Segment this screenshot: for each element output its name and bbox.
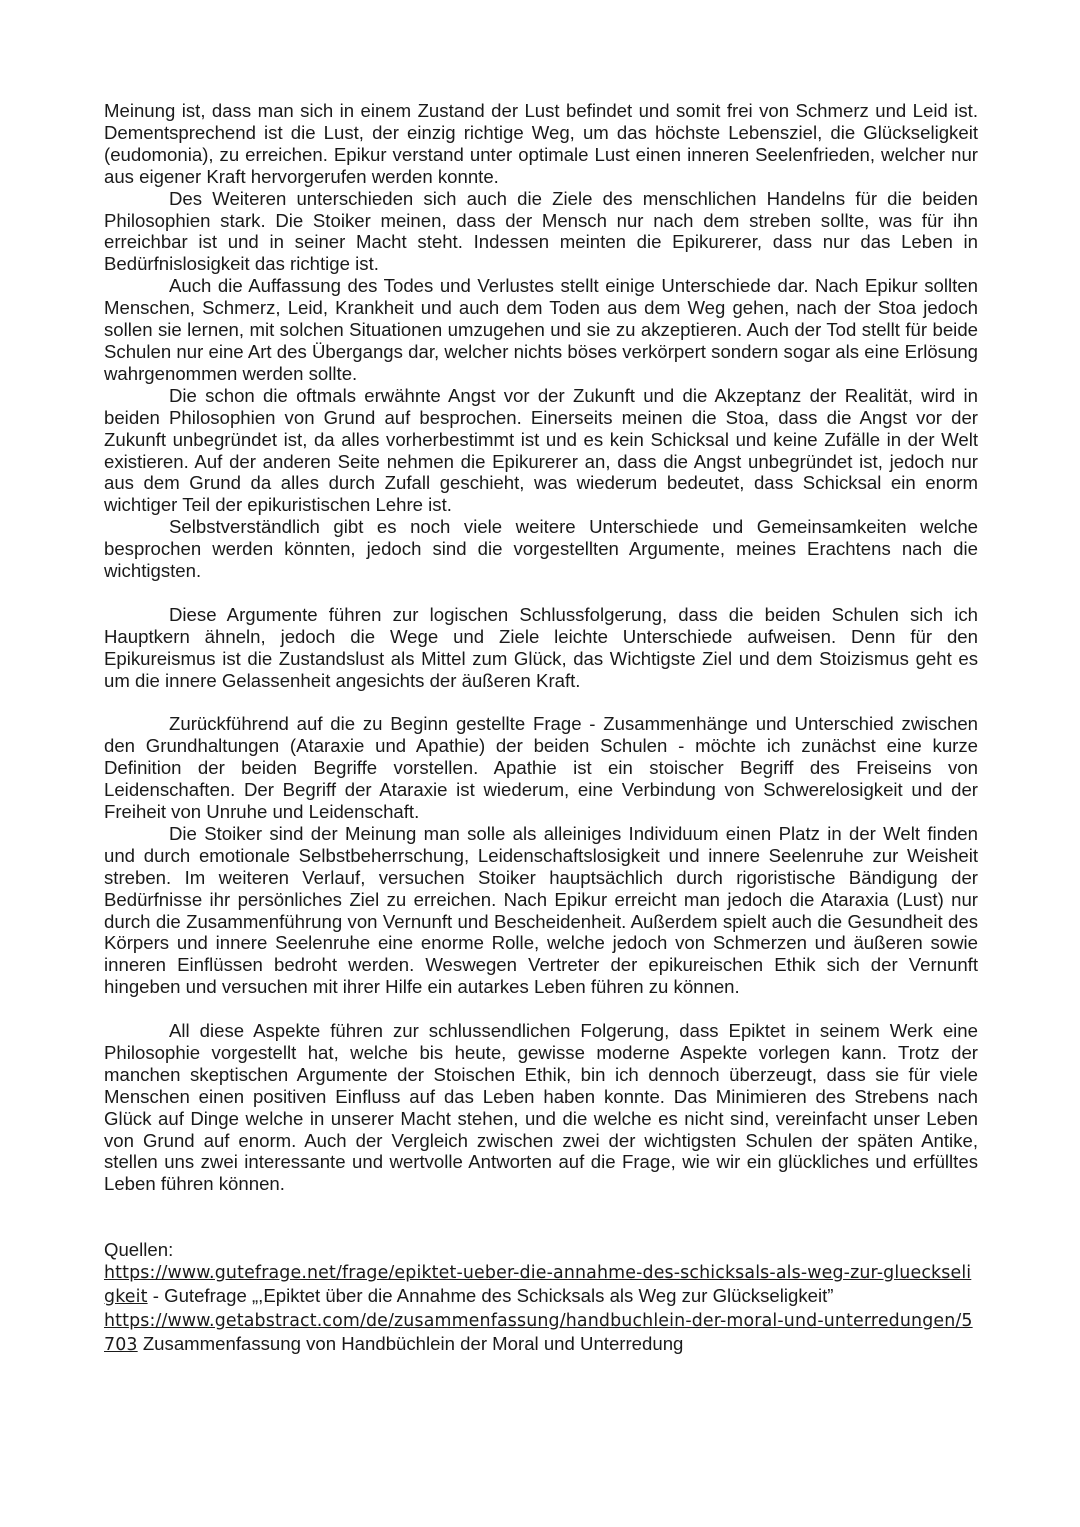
source-description: Zusammenfassung von Handbüchlein der Moral und Unterredung: [137, 1332, 684, 1354]
paragraph-fazit: All diese Aspekte führen zur schlussendlichen Folgerung, dass Epiktet in seinem Werk eine Philosophie vorgestellt hat, welche bis heute, gewisse moderne Aspekte vorlegen kann. Trotz der manchen skeptischen Argumente der Stoischen Ethik, bin ich dennoch überzeugt, dass sie für viele Menschen einen positiven Einfluss auf das Leben haben konnte. Das Minimieren des Strebens nach Glück auf Dinge welche in unserer Macht stehen, und die welche es nicht sind, vereinfacht unser Leben von Grund auf enorm. Auch der Vergleich zwischen zwei der wichtigsten Schulen der späten Antike, stellen uns zwei interessante und wertvolle Antworten auf die Frage, wie wir ein glückliches und erfülltes Leben führen können.: [104, 1020, 978, 1195]
paragraph-ataraxie-apathie: Zurückführend auf die zu Beginn gestellte Frage - Zusammenhänge und Unterschied zwischen den Grundhaltungen (Ataraxie und Apathie) der beiden Schulen - möchte ich zunächst eine kurze Definition der beiden Begriffe vorstellen. Apathie ist ein stoischer Begriff des Freiseins von Leidenschaften. Der Begriff der Ataraxie ist wiederum, eine Verbindung von Schwerelosigkeit und der Freiheit von Unruhe und Leidenschaft.: [104, 713, 978, 822]
paragraph-stoiker: Die Stoiker sind der Meinung man solle als alleiniges Individuum einen Platz in der Welt finden und durch emotionale Selbstbeherrschung, Leidenschaftslosigkeit und innere Seelenruhe zur Weisheit streben. Im weiteren Verlauf, versuchen Stoiker hauptsächlich durch rigoristische Bändigung der Bedürfnisse ihr persönliches Ziel zu erreichen. Nach Epikur erreicht man jedoch die Ataraxia (Lust) nur durch die Zusammenführung von Vernunft und Bescheidenheit. Außerdem spielt auch die Gesundheit des Körpers und innere Seelenruhe eine enorme Rolle, welche jedoch von Schmerzen und äußeren sowie inneren Einflüssen bedroht werden. Weswegen Vertreter der epikureischen Ethik sich der Vernunft hingeben und versuchen mit ihrer Hilfe ein autarkes Leben führen zu können.: [104, 822, 978, 998]
paragraph-schlussfolgerung: Diese Argumente führen zur logischen Schlussfolgerung, dass die beiden Schulen sich ich Hauptkern ähneln, jedoch die Wege und Ziele leichte Unterschiede aufweisen. Denn für den Epikureismus ist die Zustandslust als Mittel zum Glück, das Wichtigste Ziel und dem Stoizismus geht es um die innere Gelassenheit angesichts der äußeren Kraft.: [104, 603, 978, 691]
paragraph-lust: Meinung ist, dass man sich in einem Zustand der Lust befindet und somit frei von Schmerz und Leid ist. Dementsprechend ist die Lust, der einzig richtige Weg, um das höchste Lebensziel, die Glückseligkeit (eudomonia), zu erreichen. Epikur verstand unter optimale Lust einen inneren Seelenfrieden, welcher nur aus eigener Kraft hervorgerufen werden konnte.: [104, 100, 978, 187]
sources-section: [104, 1239, 978, 1357]
sources-heading: Quellen:: [104, 1239, 174, 1261]
source-link-getabstract[interactable]: https://www.getabstract.com/de/zusammenfassung/handbuchlein-der-moral-und-unterredungen/5703: [104, 1310, 973, 1355]
source-item: [104, 1309, 978, 1357]
paragraph-tod: Auch die Auffassung des Todes und Verlustes stellt einige Unterschiede dar. Nach Epikur sollten Menschen, Schmerz, Leid, Krankheit und auch dem Toden aus dem Weg gehen, nach der Stoa jedoch sollen sie lernen, mit solchen Situationen umzugehen und sie zu akzeptieren. Auch der Tod stellt für beide Schulen nur eine Art des Übergangs dar, welcher nichts böses verkörpert sondern sogar als eine Erlösung wahrgenommen werden sollte.: [104, 275, 978, 384]
source-link-gutefrage[interactable]: https://www.gutefrage.net/frage/epiktet-ueber-die-annahme-des-schicksals-als-weg-zur-glueckseligkeit: [104, 1262, 972, 1307]
paragraph-ziele: Des Weiteren unterschieden sich auch die Ziele des menschlichen Handelns für die beiden Philosophien stark. Die Stoiker meinen, dass der Mensch nur nach dem streben sollte, was für ihn erreichbar ist und in seiner Macht steht. Indessen meinten die Epikurerer, dass nur das Leben in Bedürfnislosigkeit das richtige ist.: [104, 187, 978, 275]
source-description: - Gutefrage „,Epiktet über die Annahme des Schicksals als Weg zur Glückseligkeit”: [147, 1284, 834, 1306]
source-item: [104, 1261, 978, 1309]
paragraph-unterschiede: Selbstverständlich gibt es noch viele weitere Unterschiede und Gemeinsamkeiten welche besprochen werden könnten, jedoch sind die vorgestellten Argumente, meines Erachtens nach die wichtigsten.: [104, 516, 978, 582]
document-page: [104, 100, 978, 1357]
paragraph-angst: Die schon die oftmals erwähnte Angst vor der Zukunft und die Akzeptanz der Realität, wird in beiden Philosophien von Grund auf besprochen. Einerseits meinen die Stoa, dass die Angst vor der Zukunft unbegründet ist, da alles vorherbestimmt ist und es kein Schicksal und keine Zufälle in der Welt existieren. Auf der anderen Seite nehmen die Epikurerer an, dass die Angst unbegründet ist, jedoch nur aus dem Grund da alles durch Zufall geschieht, was wiederum bedeutet, dass Schicksal ein enorm wichtiger Teil der epikuristischen Lehre ist.: [104, 384, 978, 516]
